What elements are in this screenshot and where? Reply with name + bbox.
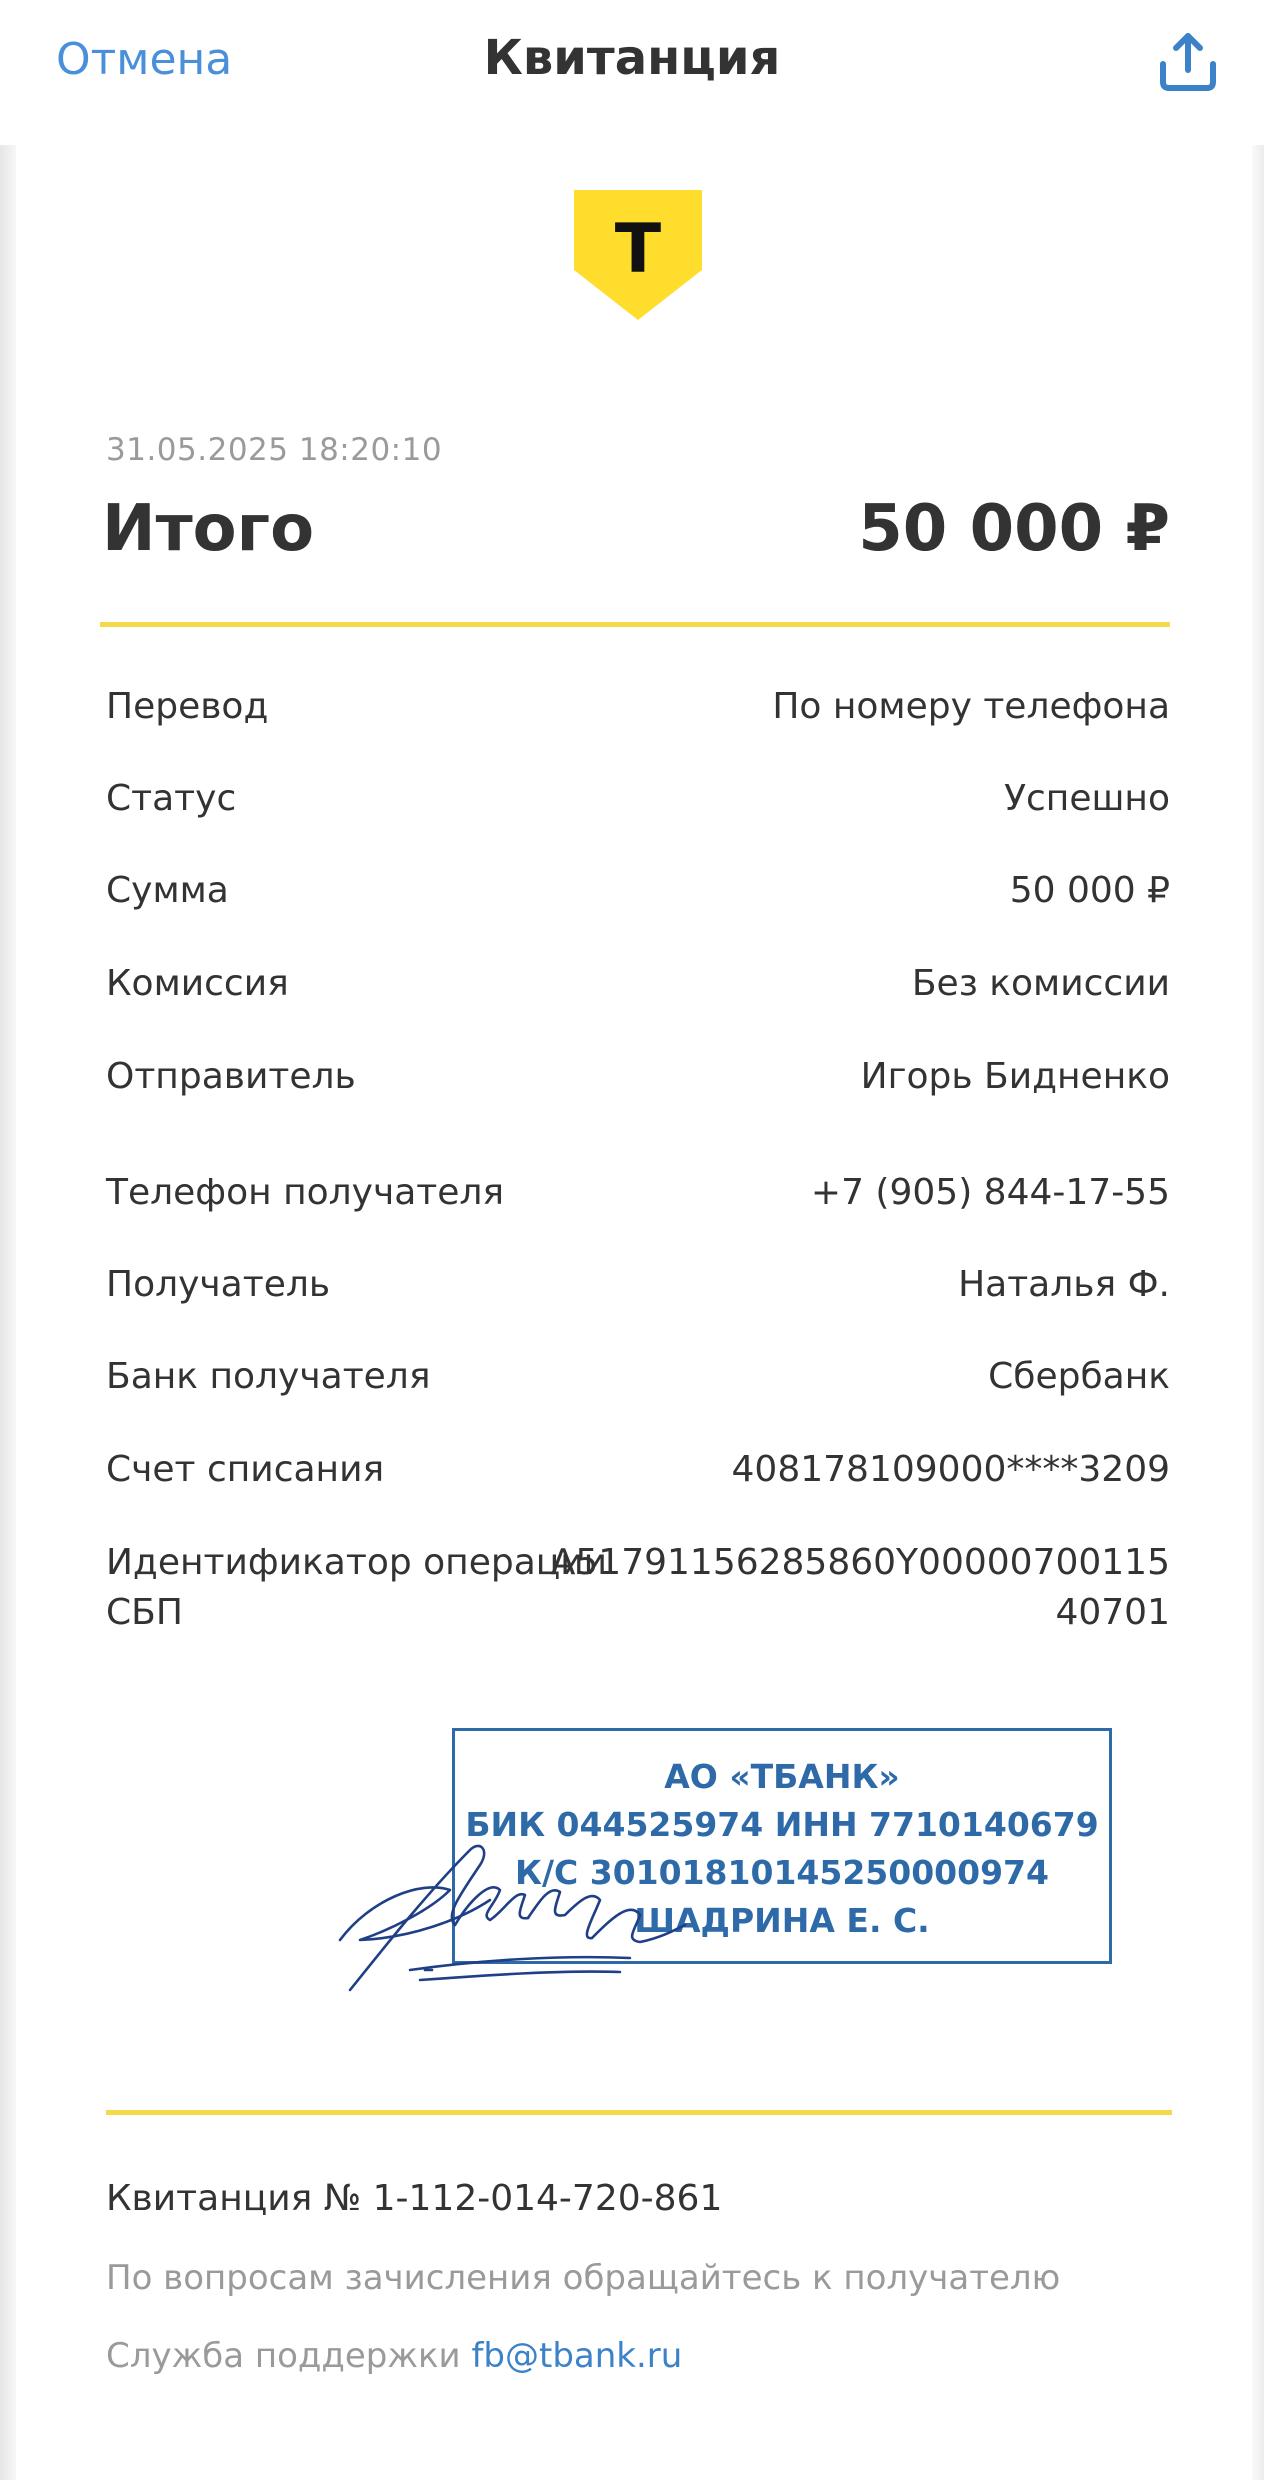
signature xyxy=(330,1820,690,2000)
detail-label: Телефон получателя xyxy=(106,1172,505,1213)
detail-value: +7 (905) 844-17-55 xyxy=(810,1172,1170,1213)
cancel-button[interactable]: Отмена xyxy=(56,34,233,85)
detail-label: Отправитель xyxy=(106,1056,356,1097)
detail-value xyxy=(551,1538,1170,1638)
stamp-signatory: ШАДРИНА Е. С. xyxy=(634,1901,930,1940)
detail-value: Успешно xyxy=(1004,778,1170,819)
detail-value: Игорь Бидненко xyxy=(860,1056,1170,1097)
detail-label: Комиссия xyxy=(106,963,289,1004)
support-email-link[interactable]: fb@tbank.ru xyxy=(471,2336,683,2376)
detail-label: Получатель xyxy=(106,1264,331,1305)
support-line xyxy=(106,2336,682,2376)
share-upload-icon xyxy=(1155,30,1221,96)
recipient-note: По вопросам зачисления обращайтесь к получателю xyxy=(106,2258,1061,2298)
support-label: Служба поддержки xyxy=(106,2336,472,2376)
detail-label: Статус xyxy=(106,778,237,819)
detail-value: 50 000 ₽ xyxy=(1009,870,1170,911)
divider-bottom xyxy=(106,2110,1172,2115)
detail-value: Наталья Ф. xyxy=(958,1264,1170,1305)
detail-value: 408178109000****3209 xyxy=(731,1449,1170,1490)
detail-value: Сбербанк xyxy=(988,1356,1170,1397)
logo-letter: Т xyxy=(614,210,662,289)
total-label: Итого xyxy=(102,492,315,566)
sheet-edge-right xyxy=(1252,145,1264,2480)
navigation-bar xyxy=(0,0,1264,140)
detail-value: Без комиссии xyxy=(911,963,1170,1004)
detail-value-line: A51791156285860Y00000700115 xyxy=(550,1542,1170,1583)
detail-label: Сумма xyxy=(106,870,229,911)
tbank-logo xyxy=(572,190,704,320)
sheet-edge-left xyxy=(0,145,16,2480)
detail-label: Перевод xyxy=(106,686,269,727)
page-title: Квитанция xyxy=(483,30,781,86)
detail-label: Банк получателя xyxy=(106,1356,431,1397)
detail-label xyxy=(106,1538,607,1638)
share-button[interactable] xyxy=(1155,30,1221,96)
divider-top xyxy=(100,622,1170,627)
transaction-datetime: 31.05.2025 18:20:10 xyxy=(106,432,443,468)
stamp-correspondent-account: К/С 30101810145250000974 xyxy=(515,1853,1049,1892)
detail-label-line: СБП xyxy=(106,1592,183,1633)
detail-value: По номеру телефона xyxy=(772,686,1170,727)
detail-label-line: Идентификатор операции xyxy=(106,1542,608,1583)
detail-label: Счет списания xyxy=(106,1449,385,1490)
stamp-bik-inn: БИК 044525974 ИНН 7710140679 xyxy=(465,1805,1099,1844)
receipt-number: Квитанция № 1-112-014-720-861 xyxy=(106,2178,723,2219)
stamp-bank-name: АО «ТБАНК» xyxy=(664,1757,900,1796)
detail-value-line: 40701 xyxy=(1055,1592,1170,1633)
total-amount: 50 000 ₽ xyxy=(858,492,1170,566)
